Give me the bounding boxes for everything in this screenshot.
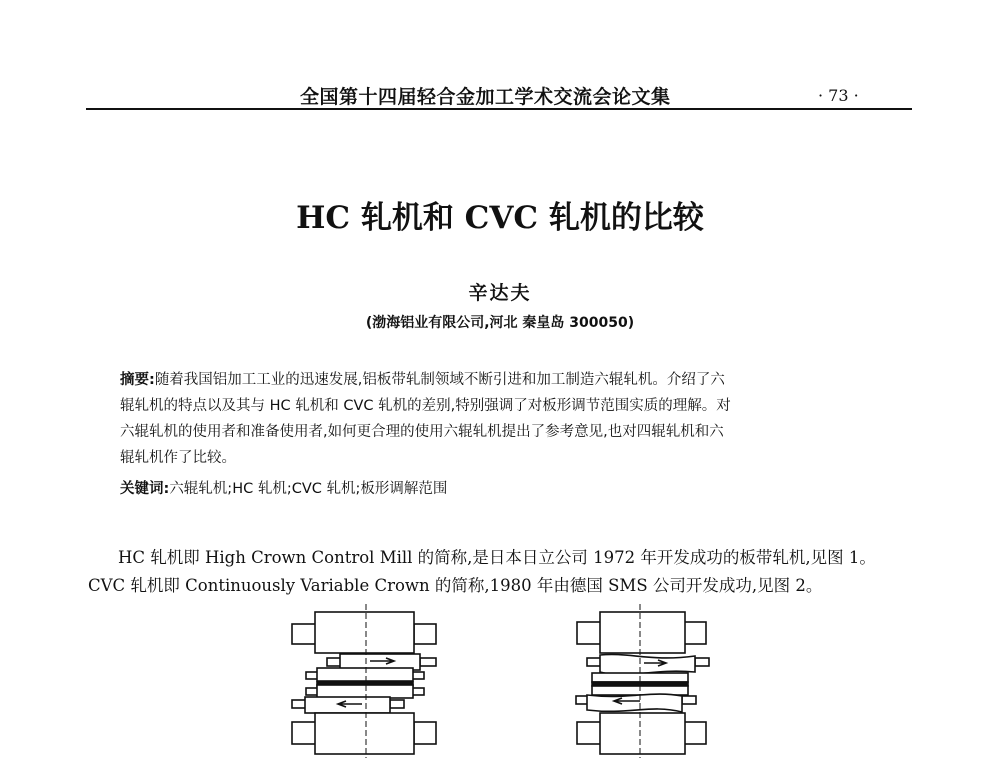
- abstract-label: 摘要:: [120, 372, 155, 388]
- header-rule: [86, 108, 912, 110]
- figure-hc-cvc-mills: [250, 600, 750, 760]
- figure-hc-mill: [292, 604, 436, 758]
- abstract-line: 六辊轧机的使用者和准备使用者,如何更合理的使用六辊轧机提出了参考意见,也对四辊轧机和六: [120, 424, 724, 440]
- author: 辛达夫: [468, 282, 532, 304]
- abstract-line: [120, 368, 725, 389]
- paper-title: HC 轧机和 CVC 轧机的比较: [296, 200, 704, 236]
- body-paragraph-line: HC 轧机即 High Crown Control Mill 的简称,是日本日立公司 1972 年开发成功的板带轧机,见图 1。: [118, 548, 876, 567]
- abstract-text: 随着我国铝加工工业的迅速发展,铝板带轧制领域不断引进和加工制造六辊轧机。介绍了六: [154, 372, 725, 388]
- abstract-line: 辊轧机作了比较。: [120, 450, 236, 466]
- page-number: · 73 ·: [818, 86, 859, 105]
- running-header: 全国第十四届轻合金加工学术交流会论文集: [300, 86, 671, 108]
- affiliation: (渤海铝业有限公司,河北 秦皇岛 300050): [365, 315, 635, 331]
- abstract-line: 辊轧机的特点以及其与 HC 轧机和 CVC 轧机的差别,特别强调了对板形调节范围实质的理解。对: [120, 398, 731, 414]
- keywords-text: 六辊轧机;HC 轧机;CVC 轧机;板形调解范围: [169, 481, 448, 497]
- keywords-label: 关键词:: [120, 481, 170, 497]
- figure-cvc-mill: [576, 604, 709, 758]
- keywords-line: [120, 477, 447, 498]
- body-paragraph-line: CVC 轧机即 Continuously Variable Crown 的简称,1980 年由德国 SMS 公司开发成功,见图 2。: [88, 576, 823, 595]
